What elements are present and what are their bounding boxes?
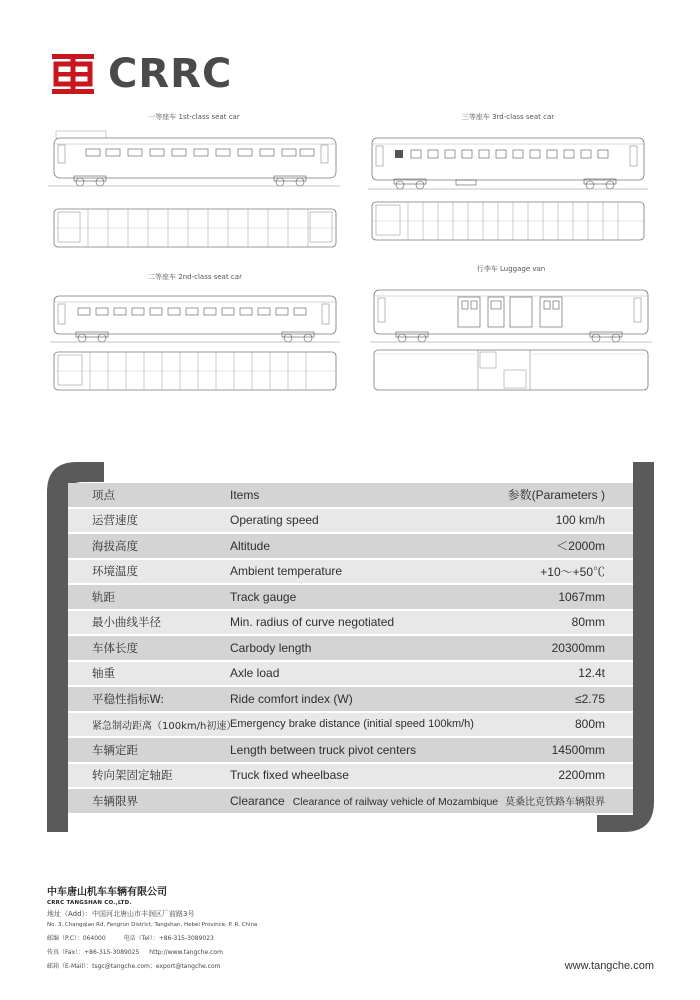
row-value: 100 km/h (555, 513, 605, 528)
row-en-sub: Clearance of railway vehicle of Mozambique (292, 795, 499, 808)
crrc-logo (50, 50, 232, 98)
side-elevation-diagram (48, 130, 340, 195)
table-row (68, 713, 633, 739)
table-row (68, 636, 633, 662)
table-row (68, 662, 633, 688)
company-name-cn: 中车唐山机车车辆有限公司 (47, 887, 167, 898)
table-row (68, 509, 633, 535)
table-row (68, 585, 633, 611)
row-en-main: Clearance (230, 793, 285, 808)
brand-name: CRRC (108, 51, 233, 97)
row-en: Length between truck pivot centers (230, 742, 417, 757)
table-row (68, 687, 633, 713)
row-value: 2200mm (558, 768, 605, 783)
row-value: 莫桑比克铁路车辆限界 (505, 797, 605, 809)
fax: 传真（Fax）：+86-315-3089025 (47, 949, 140, 956)
row-cn: 轨距 (92, 589, 115, 604)
table-row (68, 611, 633, 637)
side-elevation-diagram (368, 128, 648, 198)
row-value: +10～+50℃ (540, 564, 605, 579)
row-cn: 环境温度 (92, 564, 138, 579)
row-cn: 紧急制动距离（100km/h初速） (92, 720, 237, 732)
header-cn: 项点 (92, 487, 115, 502)
row-en: Operating speed (230, 513, 319, 528)
table-row (68, 560, 633, 586)
row-en: Axle load (230, 666, 280, 681)
drawing-2nd-class (50, 272, 340, 394)
row-en: Carbody length (230, 640, 312, 655)
side-elevation-diagram (50, 286, 340, 348)
company-name-en: CRRC TANGSHAN CO.,LTD. (47, 900, 132, 906)
floor-plan-diagram (50, 350, 340, 394)
row-cn: 车辆定距 (92, 742, 138, 757)
drawing-caption: 一等座车 1st-class seat car (148, 113, 240, 121)
website-link[interactable]: www.tangche.com (564, 960, 654, 972)
row-value: ＜2000m (556, 539, 605, 554)
row-cn: 车辆限界 (92, 793, 138, 808)
row-value: ≤2.75 (575, 691, 605, 706)
row-cn: 海拔高度 (92, 538, 138, 553)
row-en: Min. radius of curve negotiated (230, 615, 395, 630)
floor-plan-diagram (368, 200, 648, 245)
header-en: Items (230, 487, 260, 502)
row-cn: 车体长度 (92, 640, 138, 655)
row-value: 80mm (571, 615, 605, 630)
address-en: No. 3, Changqian Rd, Fengrun District, Tangshan, Hebei Province, P. R. China (47, 922, 258, 928)
drawing-3rd-class (368, 112, 648, 247)
postcode: 邮编（P.C）：064000 (47, 935, 106, 942)
table-row (68, 764, 633, 790)
floor-plan-diagram (48, 207, 340, 252)
address-cn: 地址（Add）：中国河北唐山市丰润区厂前路3号 (47, 910, 195, 918)
header-value: 参数(Parameters ) (507, 488, 605, 503)
drawing-caption: 三等座车 3rd-class seat car (461, 113, 555, 121)
row-en: Truck fixed wheelbase (230, 768, 349, 783)
row-en: Emergency brake distance (initial speed 100km/h) (230, 718, 474, 731)
row-en: Altitude (230, 538, 271, 553)
email[interactable]: 邮箱（E-Mail）：tsgc@tangche.com；export@tangche.com (47, 963, 221, 970)
row-value: 12.4t (578, 666, 605, 681)
row-cn: 平稳性指标W: (92, 691, 165, 706)
company-contact (47, 883, 257, 970)
table-row (68, 738, 633, 764)
drawing-caption: 行李车 Luggage van (476, 265, 546, 273)
row-value: 14500mm (551, 742, 605, 757)
row-en (230, 794, 500, 808)
crrc-emblem-icon (50, 51, 96, 97)
table-header-row (68, 483, 633, 509)
telephone: 电话（Tel）：+86-315-3089023 (123, 935, 214, 942)
parameters-table (68, 483, 633, 815)
row-cn: 轴重 (92, 666, 115, 681)
table-row (68, 789, 633, 815)
row-value: 20300mm (551, 640, 605, 655)
row-cn: 最小曲线半径 (92, 615, 161, 630)
row-en: Track gauge (230, 589, 297, 604)
row-en: Ambient temperature (230, 564, 343, 579)
table-row (68, 534, 633, 560)
row-value: 1067mm (558, 589, 605, 604)
drawing-1st-class (48, 112, 340, 257)
drawing-caption: 二等座车 2nd-class seat car (148, 273, 242, 281)
row-en: Ride comfort index (W) (230, 691, 353, 706)
drawing-luggage-van (370, 264, 652, 396)
row-cn: 转向架固定轴距 (92, 768, 173, 783)
floor-plan-diagram (370, 348, 652, 394)
web-url[interactable]: http://www.tangche.com (149, 949, 223, 956)
row-value: 800m (574, 717, 605, 732)
row-cn: 运营速度 (92, 513, 138, 528)
side-elevation-diagram (370, 278, 652, 350)
